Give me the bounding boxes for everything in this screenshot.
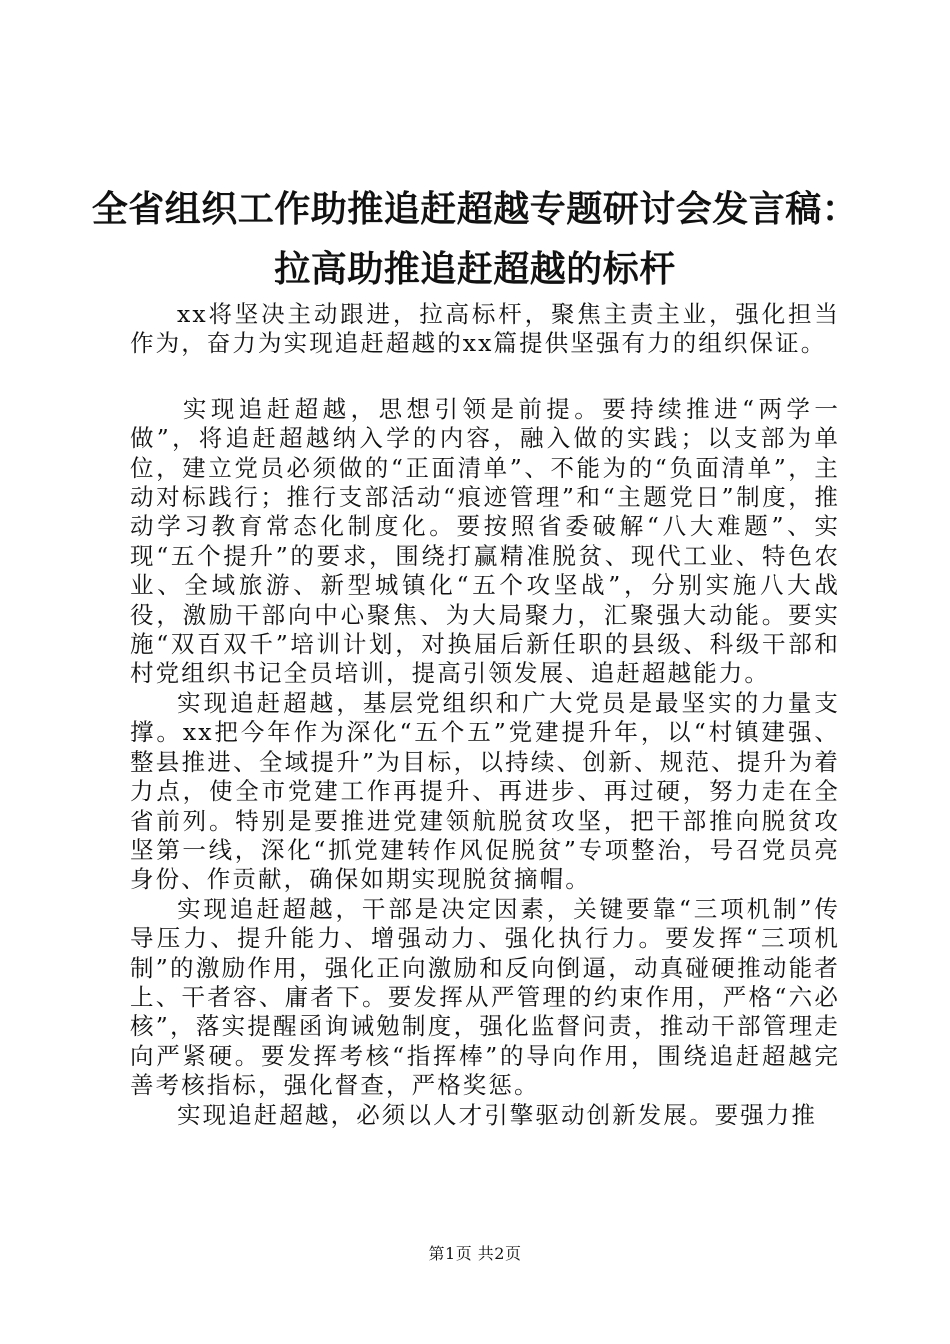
document-title-line1: 全省组织工作助推追赶超越专题研讨会发言稿： [91, 189, 859, 230]
body-paragraph-1: 实现追赶超越，思想引领是前提。要持续推进“两学一做”，将追赶超越纳入学的内容，融入做的实践；以支部为单位，建立党员必须做的“正面清单”、不能为的“负面清单”，主动对标践行；推行支部活动“痕迹管理”和“主题党日”制度，推动学习教育常态化制度化。要按照省委破解“八大难题”、实现“五个提升”的要求，围绕打赢精准脱贫、现代工业、特色农业、全域旅游、新型城镇化“五个攻坚战”，分别实施八大战役，激励干部向中心聚焦、为大局聚力，汇聚强大动能。要实施“双百双千”培训计划，对换届后新任职的县级、科级干部和村党组织书记全员培训，提高引领发展、追赶超越能力。 [130, 394, 840, 688]
body-paragraph-3: 实现追赶超越，干部是决定因素，关键要靠“三项机制”传导压力、提升能力、增强动力、强化执行力。要发挥“三项机制”的激励作用，强化正向激励和反向倒逼，动真碰硬推动能者上、干者容、庸者下。要发挥从严管理的约束作用，严格“六必核”，落实提醒函询诫勉制度，强化监督问责，推动干部管理走向严紧硬。要发挥考核“指挥棒”的导向作用，围绕追赶超越完善考核指标，强化督查，严格奖惩。 [130, 894, 840, 1100]
paragraph-gap [130, 359, 840, 395]
document-title-line2: 拉高助推追赶超越的标杆 [274, 249, 676, 290]
intro-paragraph: xx将坚决主动跟进，拉高标杆，聚焦主责主业，强化担当作为，奋力为实现追赶超越的xx篇提供坚强有力的组织保证。 [130, 300, 840, 358]
body-paragraph-2: 实现追赶超越，基层党组织和广大党员是最坚实的力量支撑。xx把今年作为深化“五个五”党建提升年，以“村镇建强、整县推进、全域提升”为目标，以持续、创新、规范、提升为着力点，使全市党建工作再提升、再进步、再过硬，努力走在全省前列。特别是要推进党建领航脱贫攻坚，把干部推向脱贫攻坚第一线，深化“抓党建转作风促脱贫”专项整治，号召党员亮身份、作贡献，确保如期实现脱贫摘帽。 [130, 688, 840, 894]
document-body [130, 300, 840, 1130]
page-number-footer: 第1页 共2页 [428, 1244, 522, 1263]
body-paragraph-4: 实现追赶超越，必须以人才引擎驱动创新发展。要强力推 [177, 1100, 817, 1129]
